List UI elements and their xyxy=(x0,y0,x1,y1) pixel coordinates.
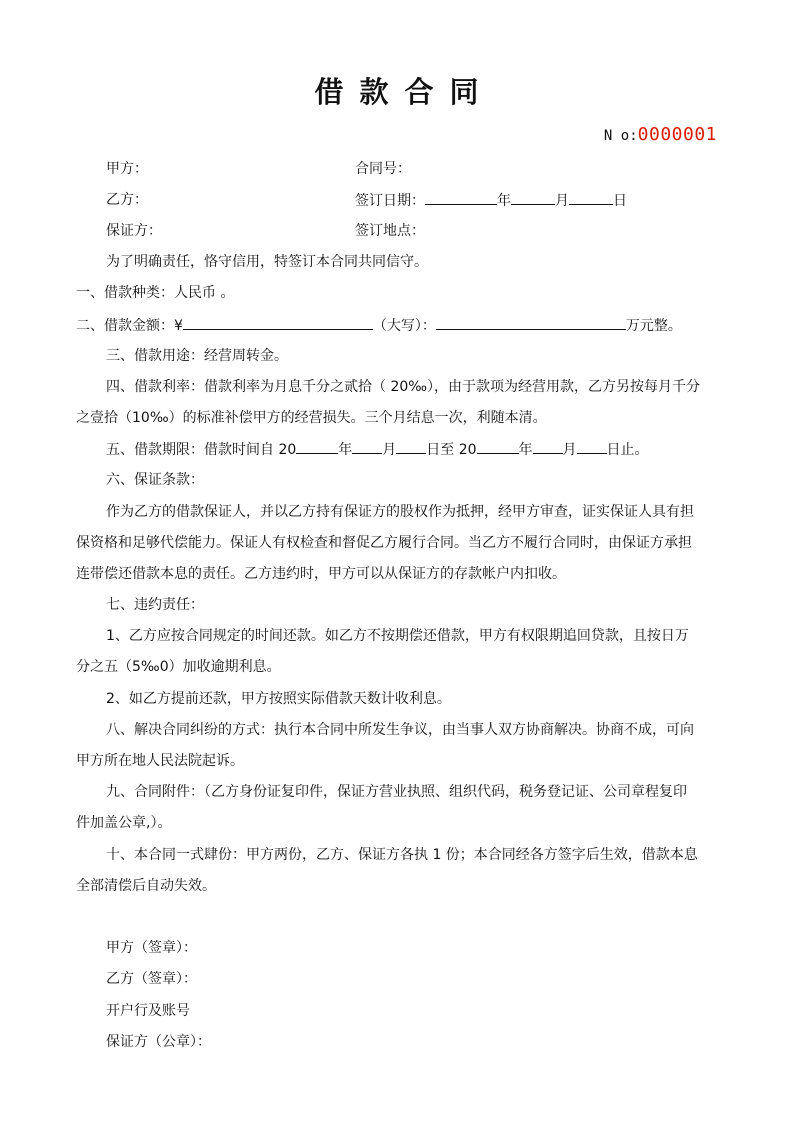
sign-month-unit: 月 xyxy=(555,193,569,209)
sign-day-unit: 日 xyxy=(613,193,627,209)
amount-blank xyxy=(183,315,373,330)
sign-year-blank xyxy=(425,190,497,205)
clause-6-line-1: 作为乙方的借款保证人，并以乙方持有保证方的股权作为抵押，经甲方审查，证实保证人具有担 xyxy=(106,504,694,520)
clause-3: 三、借款用途：经营周转金。 xyxy=(106,348,288,364)
sign-place-field: 签订地点： xyxy=(355,223,425,239)
clause-5 xyxy=(106,439,649,460)
clause-8-line-2: 甲方所在地人民法院起诉。 xyxy=(76,753,244,769)
clause-8-line-1: 八、解决合同纠纷的方式：执行本合同中所发生争议，由当事人双方协商解决。协商不成，可向 xyxy=(106,722,694,738)
sign-date-label: 签订日期： xyxy=(355,193,425,209)
start-day-blank xyxy=(396,439,426,454)
clause-6-title: 六、保证条款： xyxy=(106,472,204,488)
contract-number-label: N o: xyxy=(603,128,638,144)
clause-9-line-2: 件加盖公章,）。 xyxy=(76,815,172,831)
intro-text: 为了明确责任，恪守信用，特签订本合同共同信守。 xyxy=(106,254,428,270)
document-title: 借款合同 xyxy=(314,75,495,109)
clause-10-line-2: 全部清偿后自动失效。 xyxy=(76,878,216,894)
clause-1: 一、借款种类：人民币 。 xyxy=(76,285,235,301)
sign-day-blank xyxy=(569,190,613,205)
clause-5-end: 日止。 xyxy=(606,442,649,458)
end-year-blank xyxy=(477,439,519,454)
clause-2-mid: （大写）： xyxy=(372,318,436,334)
start-month-blank xyxy=(352,439,382,454)
clause-4-line-1: 四、借款利率：借款利率为月息千分之贰拾（ 20‰），由于款项为经营用款，乙方另按每月千分 xyxy=(106,379,701,395)
clause-2-suffix: 万元整。 xyxy=(625,318,682,334)
clause-5-month: 月 xyxy=(382,442,397,458)
clause-10-line-1: 十、本合同一式肆份：甲方两份，乙方、保证方各执 1 份；本合同经各方签字后生效，借款本息 xyxy=(106,847,698,863)
clause-7-1-line-2: 分之五（5‰0）加收逾期利息。 xyxy=(76,659,281,675)
end-month-blank xyxy=(533,439,563,454)
clause-9-line-1: 九、合同附件：（乙方身份证复印件，保证方营业执照、组织代码，税务登记证、公司章程复印 xyxy=(106,784,687,800)
signature-party-a: 甲方（签章）： xyxy=(106,940,197,956)
clause-5-month-2: 月 xyxy=(562,442,577,458)
clause-2-prefix: 二、借款金额：¥ xyxy=(76,318,183,334)
clause-6-line-3: 连带偿还借款本息的责任。乙方违约时，甲方可以从保证方的存款帐户内扣收。 xyxy=(76,566,566,582)
clause-7-1-line-1: 1、乙方应按合同规定的时间还款。如乙方不按期偿还借款，甲方有权限期追回贷款，且按日万 xyxy=(106,628,689,644)
sign-date-field xyxy=(355,190,627,211)
clause-7-title: 七、违约责任： xyxy=(106,597,204,613)
contract-no-field: 合同号： xyxy=(355,161,411,177)
clause-5-prefix: 五、借款期限：借款时间自 20 xyxy=(106,442,297,458)
guarantor-field: 保证方： xyxy=(106,223,162,239)
party-a-field: 甲方： xyxy=(106,161,148,177)
clause-7-2: 2、如乙方提前还款，甲方按照实际借款天数计收利息。 xyxy=(106,691,451,707)
clause-5-day-to: 日至 20 xyxy=(426,442,477,458)
sign-year-unit: 年 xyxy=(497,193,511,209)
clause-6-line-2: 保资格和足够代偿能力。保证人有权检查和督促乙方履行合同。当乙方不履行合同时，由保证方承担 xyxy=(76,535,692,551)
contract-number xyxy=(604,125,717,146)
contract-number-value: 0000001 xyxy=(637,124,717,145)
signature-party-b: 乙方（签章）： xyxy=(106,971,197,987)
signature-guarantor: 保证方（公章）： xyxy=(106,1034,211,1050)
clause-5-year-2: 年 xyxy=(518,442,533,458)
sign-month-blank xyxy=(511,190,555,205)
clause-2 xyxy=(76,315,682,336)
clause-4-line-2: 之壹拾（10‰）的标准补偿甲方的经营损失。三个月结息一次，利随本清。 xyxy=(76,410,547,426)
amount-words-blank xyxy=(436,315,626,330)
bank-account-field: 开户行及账号 xyxy=(106,1003,190,1019)
end-day-blank xyxy=(577,439,607,454)
start-year-blank xyxy=(296,439,338,454)
party-b-field: 乙方： xyxy=(106,192,148,208)
clause-5-year: 年 xyxy=(338,442,353,458)
